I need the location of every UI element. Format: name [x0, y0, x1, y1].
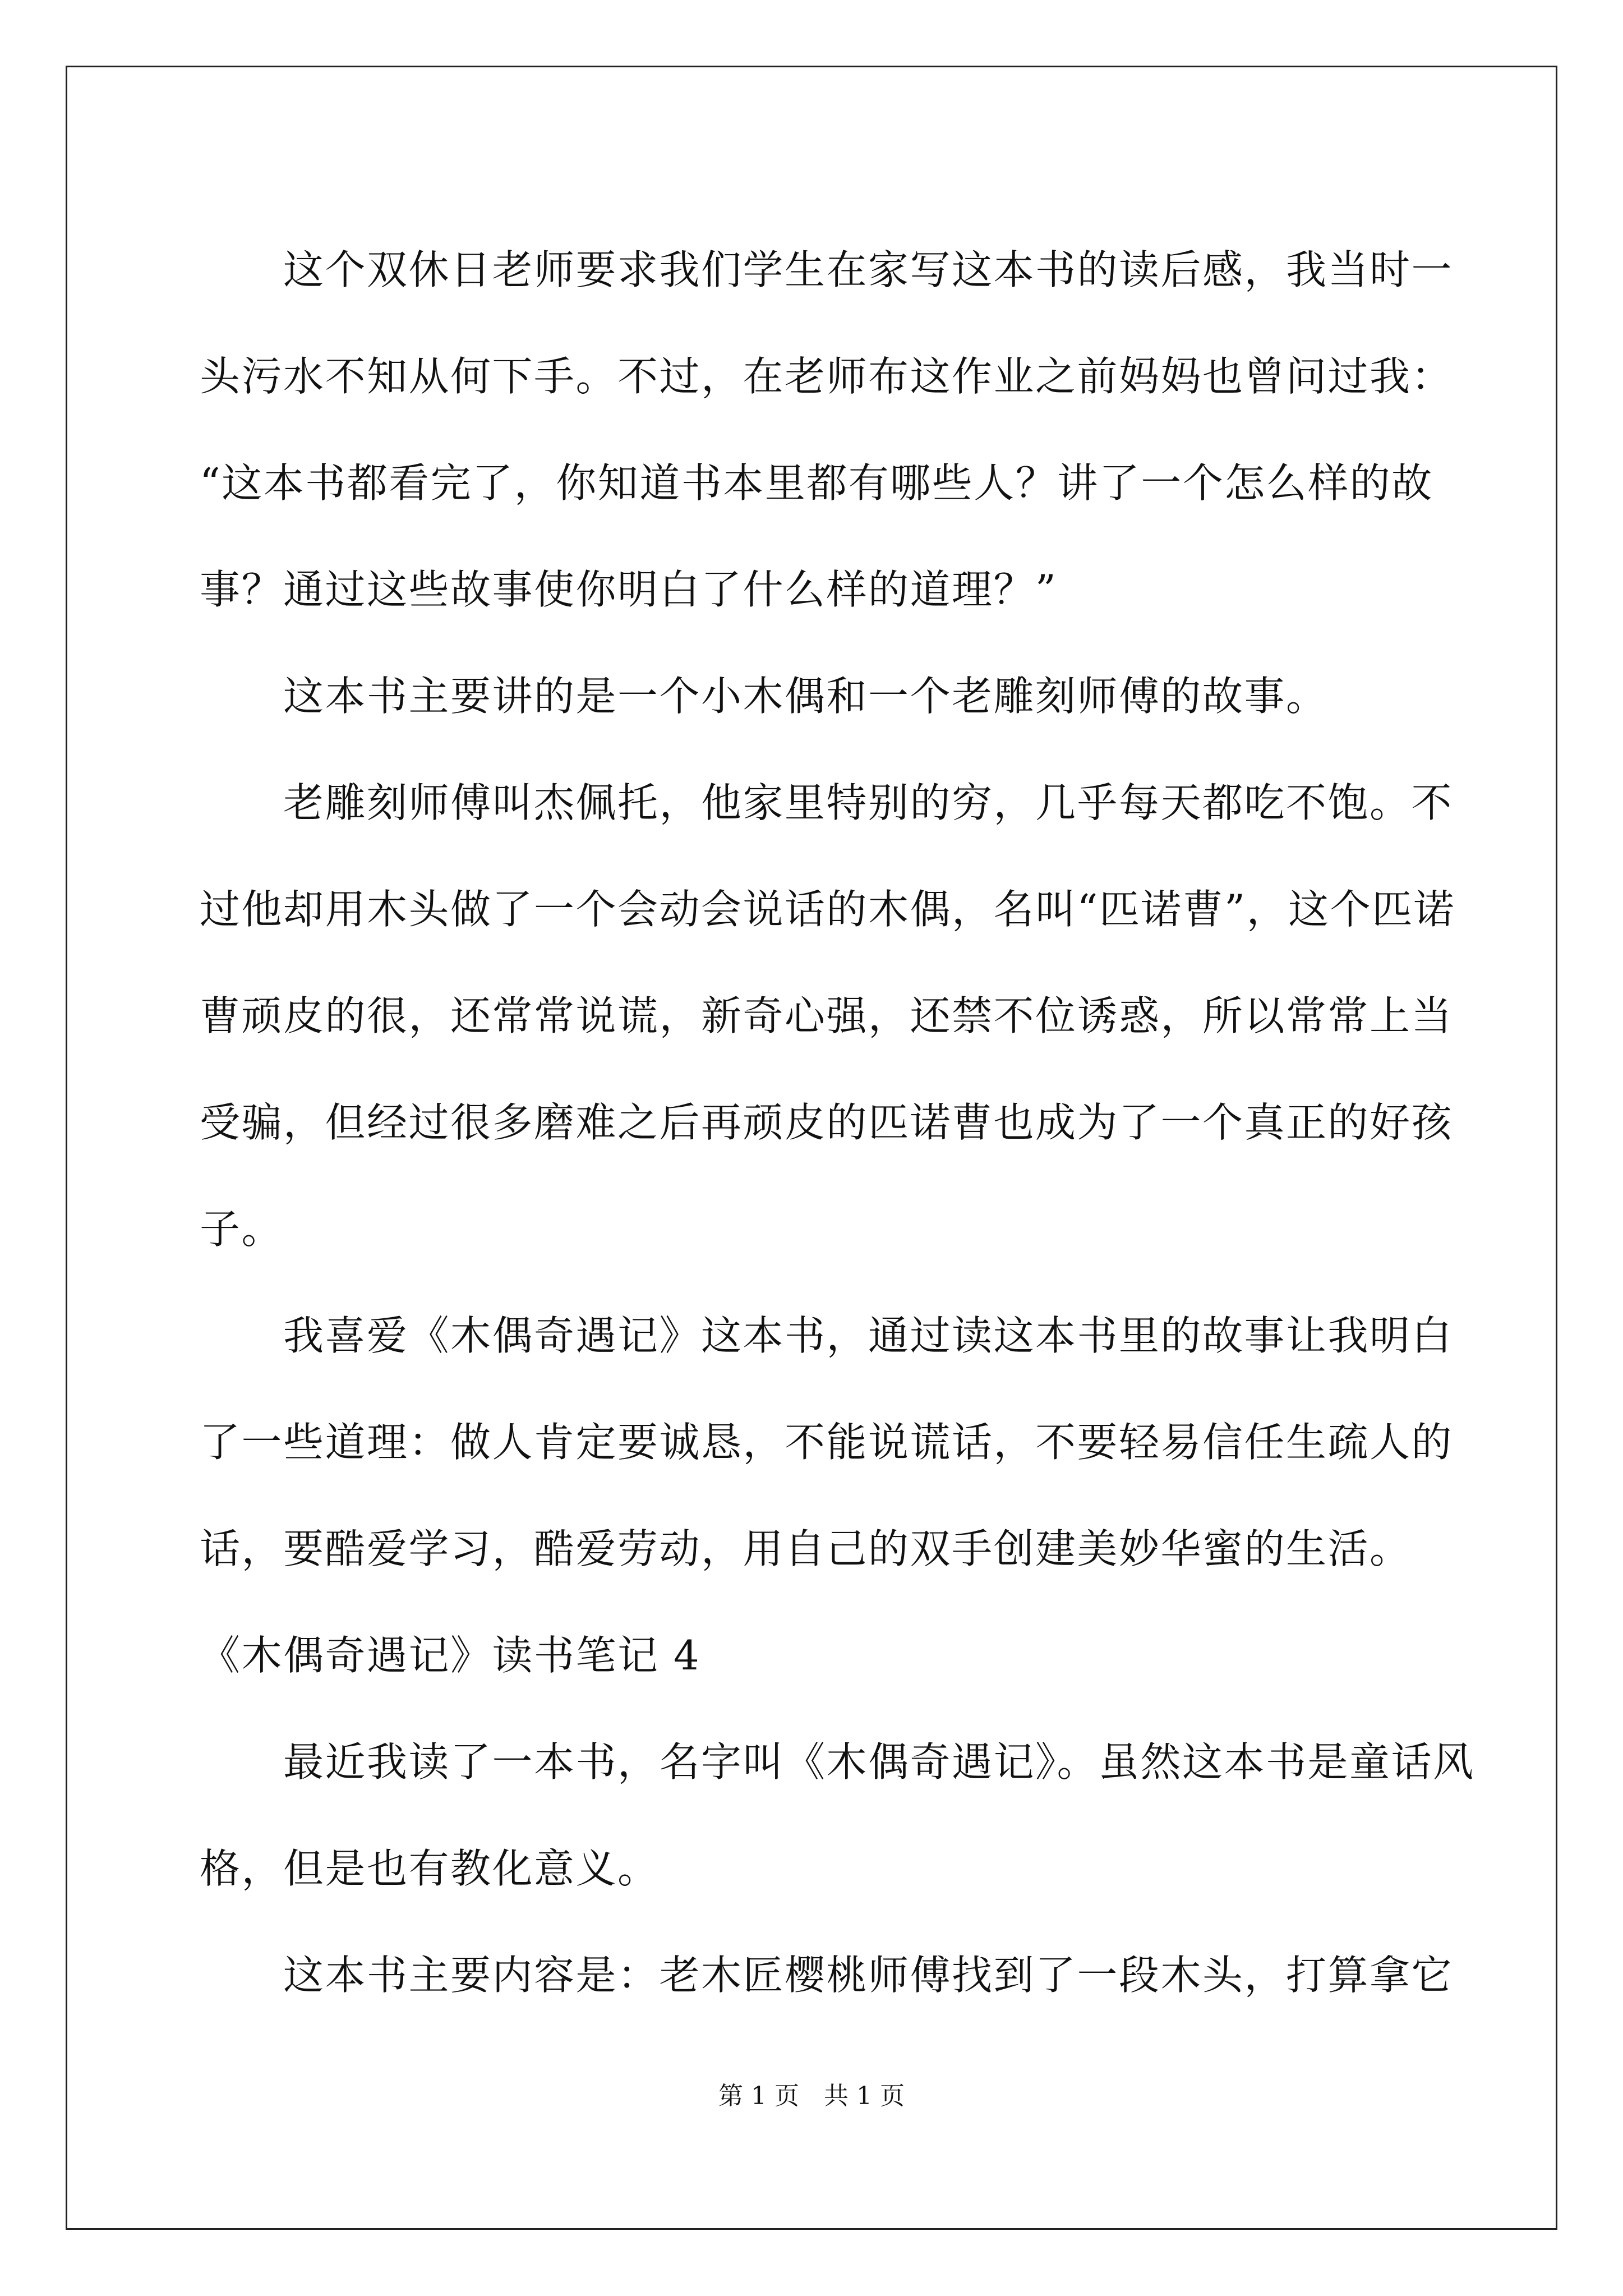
- page-footer: 第 1 页 共 1 页: [718, 2082, 905, 2110]
- text-line-3: “这本书都看完了，你知道书本里都有哪些人？讲了一个怎么样的故: [200, 459, 1433, 507]
- text-line-10: 子。: [200, 1205, 284, 1253]
- text-line-7: 过他却用木头做了一个会动会说话的木偶，名叫“匹诺曹”，这个匹诺: [200, 886, 1456, 933]
- text-line-1: 这个双休日老师要求我们学生在家写这本书的读后感，我当时一: [200, 246, 1454, 293]
- text-line-13: 话，要酷爱学习，酷爱劳动，用自己的双手创建美妙华蜜的生活。: [200, 1525, 1412, 1572]
- text-line-11: 我喜爱《木偶奇遇记》这本书，通过读这本书里的故事让我明白: [200, 1312, 1454, 1359]
- text-line-6: 老雕刻师傅叫杰佩托，他家里特别的穷，几乎每天都吃不饱。不: [200, 779, 1454, 826]
- text-line-2: 头污水不知从何下手。不过，在老师布这作业之前妈妈也曾问过我：: [200, 353, 1454, 400]
- text-line-5: 这本书主要讲的是一个小木偶和一个老雕刻师傅的故事。: [200, 673, 1328, 720]
- text-line-15: 最近我读了一本书，名字叫《木偶奇遇记》。虽然这本书是童话风: [200, 1738, 1475, 1786]
- text-line-9: 受骗，但经过很多磨难之后再顽皮的匹诺曹也成为了一个真正的好孩: [200, 1099, 1454, 1146]
- text-line-4: 事？通过这些故事使你明白了什么样的道理？”: [200, 566, 1058, 613]
- text-line-12: 了一些道理：做人肯定要诚恳，不能说谎话，不要轻易信任生疏人的: [200, 1419, 1454, 1466]
- text-line-17: 这本书主要内容是：老木匠樱桃师傅找到了一段木头，打算拿它: [200, 1952, 1454, 1999]
- text-line-16: 格，但是也有教化意义。: [200, 1845, 660, 1892]
- text-line-8: 曹顽皮的很，还常常说谎，新奇心强，还禁不位诱惑，所以常常上当: [200, 992, 1454, 1039]
- section-heading: 《木偶奇遇记》读书笔记 4: [200, 1632, 701, 1679]
